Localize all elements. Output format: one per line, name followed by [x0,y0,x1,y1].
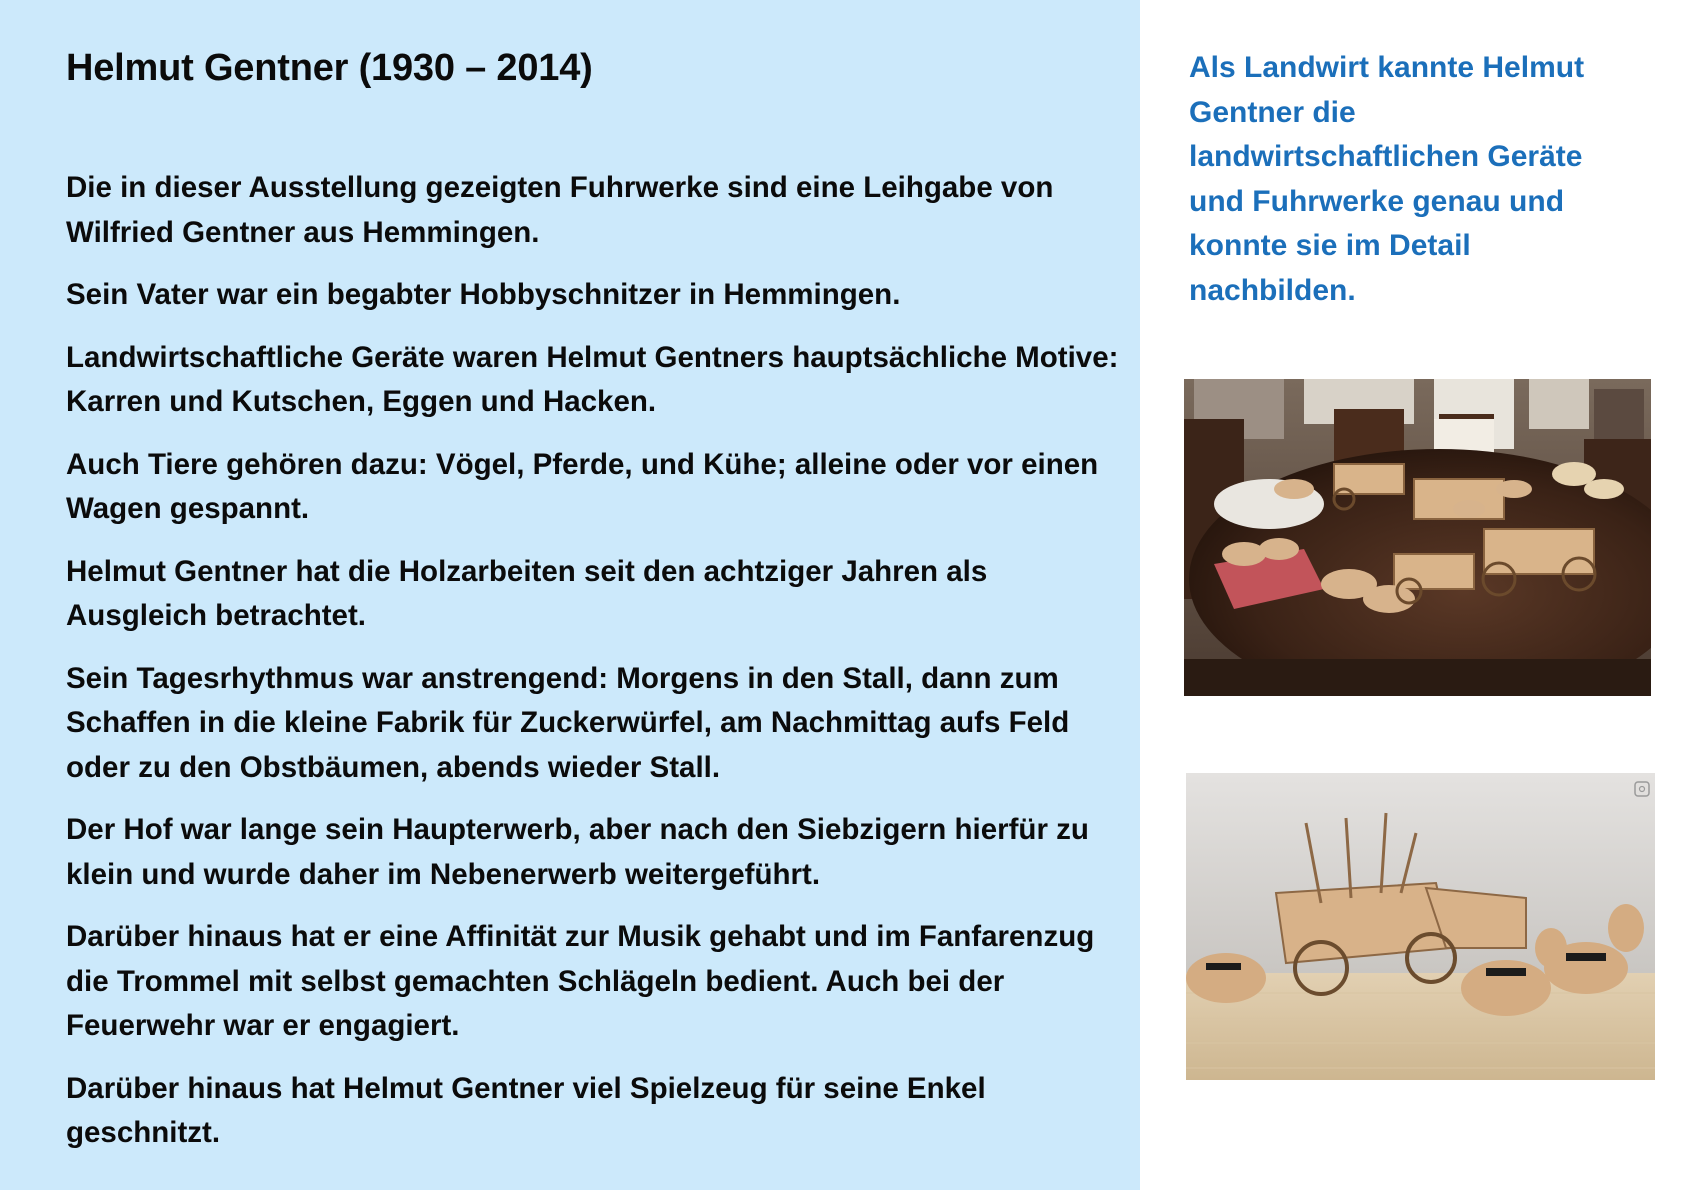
paragraph: Darüber hinaus hat Helmut Gentner viel Spielzeug für seine Enkel geschnitzt. [66,1071,986,1149]
paragraph: Auch Tiere gehören dazu: Vögel, Pferde, und Kühe; alleine oder vor einen Wagen gespannt. [66,447,1099,525]
paragraph: Sein Tagesrhythmus war anstrengend: Morgens in den Stall, dann zum Schaffen in die kleine Fabrik für Zuckerwürfel, am Nachmittag aufs Feld oder zu den Obstbäumen, abends wieder Stall. [66,661,1070,784]
sidebar-caption: Als Landwirt kannte Helmut Gentner die landwirtschaftlichen Geräte und Fuhrwerke genau und konnte sie im Detail nachbilden. [1189,51,1585,307]
paragraph: Die in dieser Ausstellung gezeigten Fuhrwerke sind eine Leihgabe von Wilfried Gentner aus Hemmingen. [66,171,1054,249]
photo-carts-on-table [1184,379,1651,696]
paragraph: Sein Vater war ein begabter Hobbyschnitzer in Hemmingen. [66,278,901,311]
paragraph: Landwirtschaftliche Geräte waren Helmut Gentners hauptsächliche Motive: Karren und Kutschen, Eggen und Hacken. [66,340,1119,418]
paragraph: Darüber hinaus hat er eine Affinität zur Musik gehabt und im Fanfarenzug die Trommel mit selbst gemachten Schlägeln bedient. Auch bei der Feuerwehr war er engagiert. [66,920,1095,1042]
photo-ox-cart-team [1186,773,1655,1080]
paragraph: Der Hof war lange sein Haupterwerb, aber nach den Siebzigern hierfür zu klein und wurde daher im Nebenerwerb weitergeführt. [66,813,1089,891]
paragraph: Helmut Gentner hat die Holzarbeiten seit den achtziger Jahren als Ausgleich betrachtet. [66,554,988,632]
page-title: Helmut Gentner (1930 – 2014) [66,47,593,89]
body-text [66,166,1126,1174]
